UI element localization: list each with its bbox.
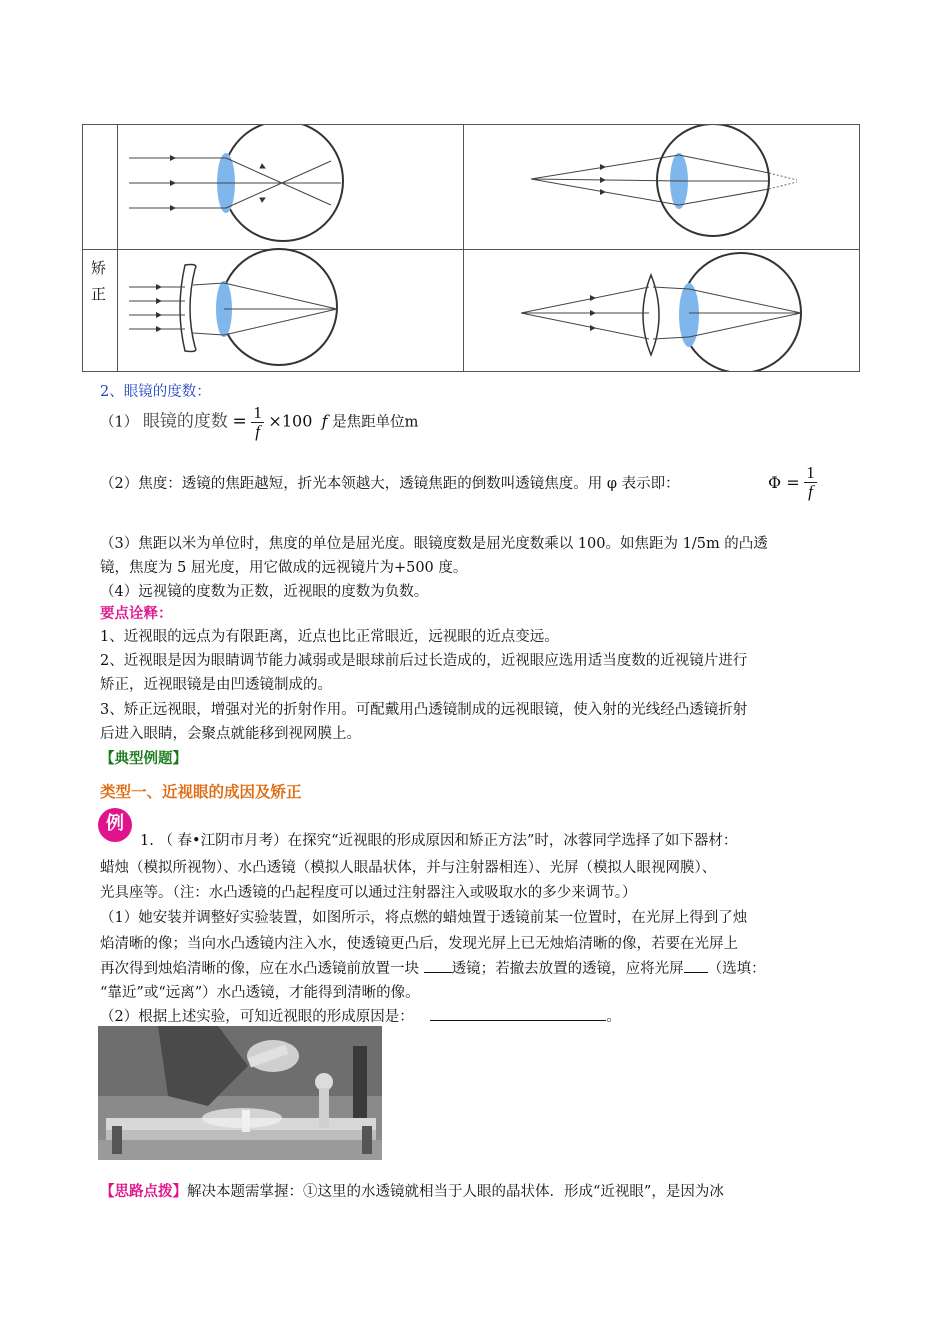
experiment-photo — [98, 1026, 382, 1160]
keypoint-3-line2: 后进入眼睛，会聚点就能移到视网膜上。 — [100, 726, 361, 742]
formula-eq: = — [232, 411, 247, 432]
formula-fraction — [251, 404, 264, 441]
formula-line-1 — [100, 404, 418, 441]
hint-label: 【思路点拨】 — [100, 1184, 187, 1200]
phi-numerator: 1 — [806, 463, 815, 482]
eye-diagram-table — [82, 124, 860, 372]
question-line1: 1. （ 春•江阴市月考）在探究“近视眼的形成原因和矫正方法”时，冰蓉同学选择了如下器材： — [140, 833, 738, 849]
fraction-denominator: f — [255, 422, 260, 441]
part1-line3-end: （选填： — [707, 961, 766, 977]
phi-fraction — [804, 464, 817, 501]
examples-heading: 【典型例题】 — [100, 751, 187, 767]
keypoint-2-line2: 矫正，近视眼镜是由凹透镜制成的。 — [100, 677, 332, 693]
myopia-eye-diagram — [129, 125, 343, 241]
type1-heading: 类型一、近视眼的成因及矫正 — [100, 783, 302, 801]
row-label-correction: 矫正 — [91, 259, 107, 303]
part1-line3-start: 再次得到烛焰清晰的像，应在水凸透镜前放置一块 — [100, 961, 424, 977]
hyperopia-correction-diagram — [521, 253, 801, 371]
item4-line: （4）远视镜的度数为正数，近视眼的度数为负数。 — [100, 584, 429, 600]
part2-text: （2）根据上述实验，可知近视眼的形成原因是： — [100, 1009, 414, 1025]
formula-f: f — [321, 411, 328, 431]
myopia-correction-diagram — [129, 249, 337, 365]
focal-power-line — [100, 472, 680, 493]
part1-line2: 焰清晰的像；当向水凸透镜内注入水，使透镜更凸后，发现光屏上已无烛焰清晰的像，若要在光屏上 — [100, 936, 738, 952]
hyperopia-eye-diagram — [531, 125, 797, 236]
hint-line — [100, 1180, 724, 1201]
keypoint-2-line1: 2、近视眼是因为眼睛调节能力减弱或是眼球前后过长造成的，近视眼应选用适当度数的近视镜片进行 — [100, 653, 748, 669]
part2-line — [100, 1005, 621, 1026]
focal-power-formula — [768, 464, 817, 501]
focal-power-text: （2）焦度：透镜的焦距越短，折光本领越大，透镜焦距的倒数叫透镜焦度。用 φ 表示即： — [100, 476, 680, 492]
hint-text: 解决本题需掌握：①这里的水透镜就相当于人眼的晶状体．形成“近视眼”，是因为冰 — [187, 1184, 724, 1200]
phi-lhs: Φ = — [768, 473, 800, 492]
phi-denominator: f — [808, 482, 813, 501]
fraction-numerator: 1 — [253, 403, 262, 422]
item3-line2: 镜，焦度为 5 屈光度，用它做成的远视镜片为+500 度。 — [100, 560, 468, 576]
keypoint-1: 1、近视眼的远点为有限距离，近点也比正常眼近，远视眼的近点变远。 — [100, 629, 559, 645]
formula-tail: ×100 — [268, 411, 313, 431]
part1-line3 — [100, 957, 766, 978]
lens-type-blank[interactable] — [424, 958, 452, 973]
part2-end: 。 — [606, 1009, 621, 1025]
formula-lhs: 眼镜的度数 — [142, 411, 228, 432]
item-prefix: （1） — [100, 414, 139, 431]
screen-direction-blank[interactable] — [684, 958, 708, 973]
question-line3: 光具座等。（注：水凸透镜的凸起程度可以通过注射器注入或吸取水的多少来调节。） — [100, 885, 637, 901]
section-heading-glasses-power: 2、眼镜的度数： — [100, 384, 211, 400]
part1-line1: （1）她安装并调整好实验装置，如图所示，将点燃的蜡烛置于透镜前某一位置时，在光屏上得到了烛 — [100, 910, 748, 926]
formula-note: 是焦距单位m — [332, 414, 419, 431]
item3-line1: （3）焦距以米为单位时，焦度的单位是屈光度。眼镜度数是屈光度数乘以 100。如焦距为 1/5m 的凸透 — [100, 536, 768, 552]
keypoint-3-line1: 3、矫正远视眼，增强对光的折射作用。可配戴用凸透镜制成的远视眼镜，使入射的光线经凸透镜折射 — [100, 702, 748, 718]
keypoints-heading: 要点诠释： — [100, 606, 173, 622]
part1-line4: “靠近”或“远离”）水凸透镜，才能得到清晰的像。 — [100, 985, 420, 1001]
example-badge: 例 — [98, 808, 132, 842]
question-line2: 蜡烛（模拟所视物）、水凸透镜（模拟人眼晶状体，并与注射器相连）、光屏（模拟人眼视网膜）、 — [100, 860, 717, 876]
part1-line3-mid: 透镜；若撤去放置的透镜，应将光屏 — [451, 961, 684, 977]
myopia-cause-blank[interactable] — [430, 1006, 606, 1021]
eye-diagrams — [83, 125, 859, 371]
